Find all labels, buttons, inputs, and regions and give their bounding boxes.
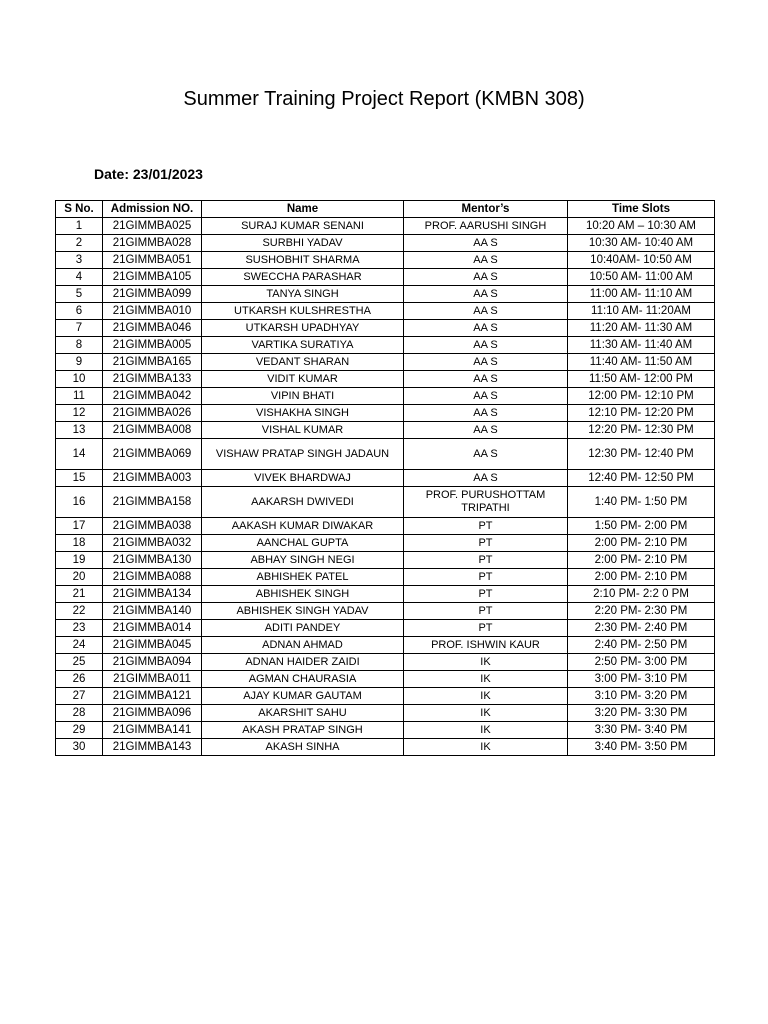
cell-sno: 27 [56,688,103,705]
cell-time-slot: 2:00 PM- 2:10 PM [568,535,715,552]
cell-sno: 25 [56,654,103,671]
table-row [56,439,715,470]
cell-admission-no: 21GIMMBA094 [103,654,202,671]
table-row [56,354,715,371]
cell-sno: 6 [56,303,103,320]
cell-time-slot: 2:40 PM- 2:50 PM [568,637,715,654]
cell-sno: 16 [56,487,103,518]
cell-mentor: IK [404,654,568,671]
cell-admission-no: 21GIMMBA028 [103,235,202,252]
cell-name: SURBHI YADAV [202,235,404,252]
cell-name: ADNAN HAIDER ZAIDI [202,654,404,671]
cell-mentor: AA S [404,470,568,487]
cell-mentor: PROF. AARUSHI SINGH [404,218,568,235]
cell-time-slot: 3:30 PM- 3:40 PM [568,722,715,739]
cell-admission-no: 21GIMMBA158 [103,487,202,518]
cell-time-slot: 12:20 PM- 12:30 PM [568,422,715,439]
cell-admission-no: 21GIMMBA038 [103,518,202,535]
cell-admission-no: 21GIMMBA008 [103,422,202,439]
cell-sno: 23 [56,620,103,637]
cell-name: VISHAW PRATAP SINGH JADAUN [202,439,404,470]
cell-mentor: AA S [404,439,568,470]
table-row [56,320,715,337]
cell-sno: 7 [56,320,103,337]
cell-admission-no: 21GIMMBA025 [103,218,202,235]
cell-mentor: PT [404,586,568,603]
cell-sno: 5 [56,286,103,303]
table-row [56,535,715,552]
cell-admission-no: 21GIMMBA130 [103,552,202,569]
cell-time-slot: 10:50 AM- 11:00 AM [568,269,715,286]
cell-admission-no: 21GIMMBA005 [103,337,202,354]
document-title: Summer Training Project Report (KMBN 308) [183,88,585,110]
cell-admission-no: 21GIMMBA105 [103,269,202,286]
cell-mentor: IK [404,722,568,739]
cell-name: AGMAN CHAURASIA [202,671,404,688]
table-row [56,303,715,320]
cell-sno: 4 [56,269,103,286]
cell-mentor: AA S [404,269,568,286]
cell-time-slot: 1:40 PM- 1:50 PM [568,487,715,518]
cell-mentor: PT [404,603,568,620]
cell-mentor: AA S [404,422,568,439]
cell-mentor: AA S [404,354,568,371]
cell-name: VEDANT SHARAN [202,354,404,371]
table-row [56,252,715,269]
cell-mentor: AA S [404,303,568,320]
cell-name: VIDIT KUMAR [202,371,404,388]
cell-sno: 29 [56,722,103,739]
cell-time-slot: 12:40 PM- 12:50 PM [568,470,715,487]
cell-sno: 20 [56,569,103,586]
cell-mentor: IK [404,671,568,688]
cell-time-slot: 1:50 PM- 2:00 PM [568,518,715,535]
cell-mentor: PROF. ISHWIN KAUR [404,637,568,654]
table-row [56,487,715,518]
cell-time-slot: 3:10 PM- 3:20 PM [568,688,715,705]
cell-name: AANCHAL GUPTA [202,535,404,552]
cell-mentor: PT [404,535,568,552]
cell-admission-no: 21GIMMBA045 [103,637,202,654]
cell-admission-no: 21GIMMBA003 [103,470,202,487]
cell-sno: 9 [56,354,103,371]
cell-sno: 22 [56,603,103,620]
cell-sno: 28 [56,705,103,722]
cell-sno: 2 [56,235,103,252]
cell-mentor: PROF. PURUSHOTTAM TRIPATHI [404,487,568,518]
cell-mentor: AA S [404,337,568,354]
cell-time-slot: 2:00 PM- 2:10 PM [568,552,715,569]
header-sno: S No. [56,201,103,218]
cell-admission-no: 21GIMMBA099 [103,286,202,303]
table-header-row [56,201,715,218]
cell-sno: 13 [56,422,103,439]
cell-name: ADNAN AHMAD [202,637,404,654]
header-admission-no: Admission NO. [103,201,202,218]
cell-name: AKASH SINHA [202,739,404,756]
cell-name: ABHAY SINGH NEGI [202,552,404,569]
cell-time-slot: 12:30 PM- 12:40 PM [568,439,715,470]
table-row [56,470,715,487]
cell-admission-no: 21GIMMBA032 [103,535,202,552]
cell-admission-no: 21GIMMBA051 [103,252,202,269]
table-row [56,371,715,388]
cell-time-slot: 10:20 AM – 10:30 AM [568,218,715,235]
table-row [56,705,715,722]
cell-name: SUSHOBHIT SHARMA [202,252,404,269]
cell-admission-no: 21GIMMBA141 [103,722,202,739]
cell-sno: 17 [56,518,103,535]
report-date: Date: 23/01/2023 [94,166,203,182]
cell-mentor: PT [404,620,568,637]
cell-mentor: IK [404,739,568,756]
cell-admission-no: 21GIMMBA046 [103,320,202,337]
cell-mentor: AA S [404,235,568,252]
table-row [56,337,715,354]
cell-sno: 1 [56,218,103,235]
cell-mentor: AA S [404,286,568,303]
cell-admission-no: 21GIMMBA143 [103,739,202,756]
cell-sno: 10 [56,371,103,388]
cell-admission-no: 21GIMMBA069 [103,439,202,470]
cell-name: ABHISHEK SINGH YADAV [202,603,404,620]
cell-mentor: IK [404,705,568,722]
cell-time-slot: 11:20 AM- 11:30 AM [568,320,715,337]
cell-time-slot: 3:00 PM- 3:10 PM [568,671,715,688]
cell-mentor: AA S [404,320,568,337]
table-row [56,388,715,405]
cell-name: ADITI PANDEY [202,620,404,637]
cell-sno: 8 [56,337,103,354]
cell-time-slot: 3:40 PM- 3:50 PM [568,739,715,756]
cell-mentor: IK [404,688,568,705]
cell-sno: 11 [56,388,103,405]
table-row [56,422,715,439]
cell-time-slot: 11:00 AM- 11:10 AM [568,286,715,303]
cell-name: TANYA SINGH [202,286,404,303]
cell-mentor: AA S [404,371,568,388]
cell-sno: 14 [56,439,103,470]
table-row [56,552,715,569]
cell-admission-no: 21GIMMBA096 [103,705,202,722]
cell-sno: 21 [56,586,103,603]
training-schedule-table [55,200,715,756]
cell-time-slot: 12:10 PM- 12:20 PM [568,405,715,422]
cell-time-slot: 12:00 PM- 12:10 PM [568,388,715,405]
table-row [56,269,715,286]
cell-time-slot: 2:50 PM- 3:00 PM [568,654,715,671]
cell-admission-no: 21GIMMBA165 [103,354,202,371]
cell-time-slot: 2:30 PM- 2:40 PM [568,620,715,637]
table-row [56,671,715,688]
cell-name: AAKARSH DWIVEDI [202,487,404,518]
cell-admission-no: 21GIMMBA026 [103,405,202,422]
cell-name: AAKASH KUMAR DIWAKAR [202,518,404,535]
cell-name: ABHISHEK SINGH [202,586,404,603]
table-row [56,688,715,705]
cell-admission-no: 21GIMMBA010 [103,303,202,320]
cell-mentor: PT [404,569,568,586]
cell-mentor: PT [404,518,568,535]
cell-admission-no: 21GIMMBA133 [103,371,202,388]
table-row [56,286,715,303]
cell-sno: 30 [56,739,103,756]
cell-name: VIPIN BHATI [202,388,404,405]
cell-time-slot: 11:50 AM- 12:00 PM [568,371,715,388]
cell-mentor: AA S [404,388,568,405]
cell-admission-no: 21GIMMBA011 [103,671,202,688]
cell-name: VIVEK BHARDWAJ [202,470,404,487]
table-row [56,637,715,654]
cell-admission-no: 21GIMMBA014 [103,620,202,637]
table-row [56,654,715,671]
cell-name: SWECCHA PARASHAR [202,269,404,286]
cell-admission-no: 21GIMMBA088 [103,569,202,586]
cell-name: SURAJ KUMAR SENANI [202,218,404,235]
header-mentor: Mentor’s [404,201,568,218]
cell-sno: 3 [56,252,103,269]
cell-admission-no: 21GIMMBA121 [103,688,202,705]
cell-time-slot: 11:10 AM- 11:20AM [568,303,715,320]
table-row [56,603,715,620]
cell-sno: 24 [56,637,103,654]
cell-admission-no: 21GIMMBA042 [103,388,202,405]
cell-name: AKARSHIT SAHU [202,705,404,722]
table-row [56,586,715,603]
table-row [56,620,715,637]
table-row [56,722,715,739]
table-row [56,235,715,252]
cell-sno: 26 [56,671,103,688]
cell-time-slot: 11:40 AM- 11:50 AM [568,354,715,371]
table-row [56,405,715,422]
table-row [56,518,715,535]
table-row [56,218,715,235]
cell-sno: 19 [56,552,103,569]
cell-admission-no: 21GIMMBA134 [103,586,202,603]
table-body [56,218,715,756]
cell-sno: 12 [56,405,103,422]
cell-sno: 15 [56,470,103,487]
header-time-slots: Time Slots [568,201,715,218]
cell-name: VISHAKHA SINGH [202,405,404,422]
cell-name: UTKARSH KULSHRESTHA [202,303,404,320]
table-row [56,569,715,586]
cell-name: VISHAL KUMAR [202,422,404,439]
cell-mentor: AA S [404,252,568,269]
cell-time-slot: 10:30 AM- 10:40 AM [568,235,715,252]
cell-name: VARTIKA SURATIYA [202,337,404,354]
cell-name: AJAY KUMAR GAUTAM [202,688,404,705]
cell-time-slot: 2:00 PM- 2:10 PM [568,569,715,586]
cell-time-slot: 3:20 PM- 3:30 PM [568,705,715,722]
cell-time-slot: 10:40AM- 10:50 AM [568,252,715,269]
cell-mentor: AA S [404,405,568,422]
cell-mentor: PT [404,552,568,569]
cell-name: UTKARSH UPADHYAY [202,320,404,337]
cell-name: ABHISHEK PATEL [202,569,404,586]
cell-time-slot: 2:10 PM- 2:2 0 PM [568,586,715,603]
cell-time-slot: 11:30 AM- 11:40 AM [568,337,715,354]
cell-sno: 18 [56,535,103,552]
cell-time-slot: 2:20 PM- 2:30 PM [568,603,715,620]
cell-name: AKASH PRATAP SINGH [202,722,404,739]
cell-admission-no: 21GIMMBA140 [103,603,202,620]
table-row [56,739,715,756]
header-name: Name [202,201,404,218]
